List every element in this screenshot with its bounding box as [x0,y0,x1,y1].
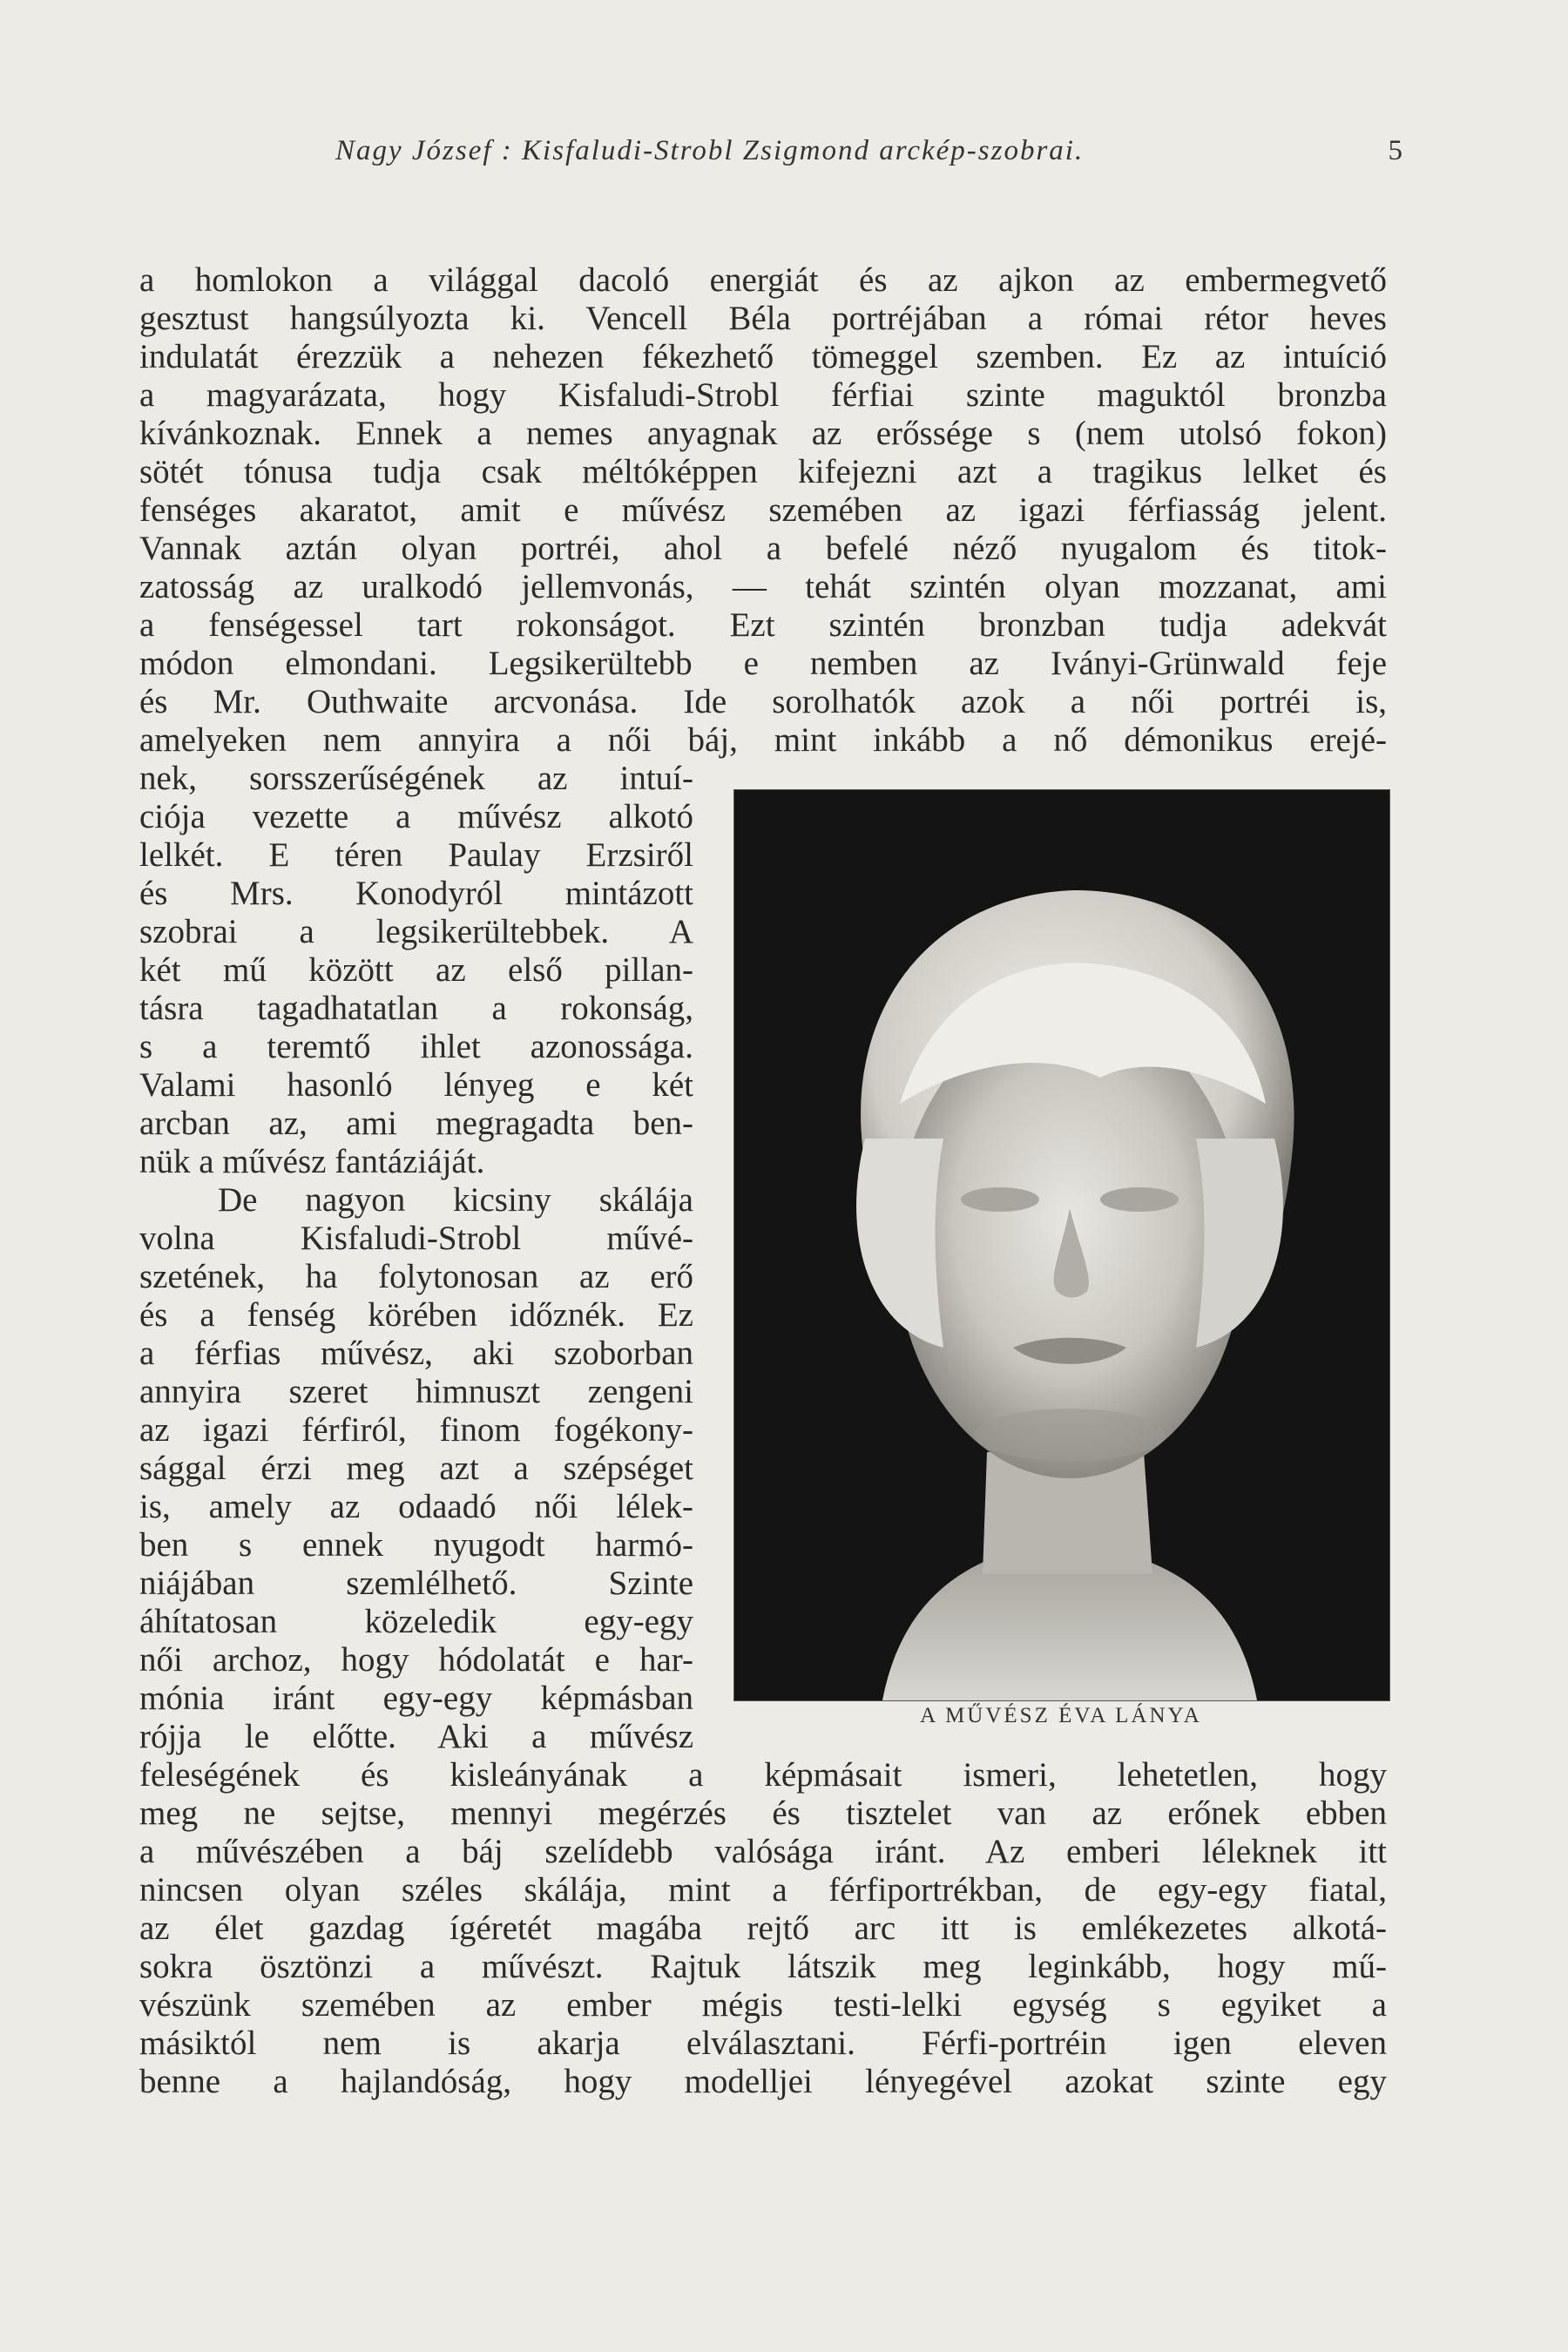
text-line: kívánkoznak. Ennek a nemes anyagnak az erőssége s (nem utolsó fokon) [139,415,1387,452]
text-line: az élet gazdag ígéretét magába rejtő arc itt is emlékezetes alkotá- [139,1909,1387,1947]
text-line: módon elmondani. Legsikerültebb e nemben az Iványi-Grünwald feje [139,645,1387,682]
text-line: és a fenség körében időznék. Ez [139,1296,693,1334]
text-line: arcban az, ami megragadta ben- [139,1105,693,1142]
text-line: benne a hajlandóság, hogy modelljei lényegével azokat szinte egy [139,2063,1387,2100]
text-line: zatosság az uralkodó jellemvonás, — tehát szintén olyan mozzanat, ami [139,568,1387,605]
running-title: Nagy József : Kisfaludi-Strobl Zsigmond arckép-szobrai. [335,135,1085,166]
text-line: meg ne sejtse, mennyi megérzés és tisztelet van az erőnek ebben [139,1794,1387,1832]
page-header [139,135,1402,179]
text-line: gesztust hangsúlyozta ki. Vencell Béla portréjában a római rétor heves [139,300,1387,337]
text-line: rójja le előtte. Aki a művész [139,1718,693,1755]
text-line: is, amely az odaadó női lélek- [139,1488,693,1525]
text-line: feleségének és kisleányának a képmásait ismeri, lehetetlen, hogy [139,1756,1387,1794]
text-line: másiktól nem is akarja elválasztani. Férfi-portréin igen eleven [139,2024,1387,2062]
text-line: nük a művész fantáziáját. [139,1143,485,1180]
sculpture-photo [733,789,1390,1701]
text-line: fenséges akaratot, amit e művész szemében az igazi férfiasság jelent. [139,491,1387,529]
text-line: vészünk szemében az ember mégis testi-lelki egység s egyiket a [139,1986,1387,2024]
text-line: női archoz, hogy hódolatát e har- [139,1641,693,1679]
text-line: ben s ennek nyugodt harmó- [139,1526,693,1564]
text-line: sötét tónusa tudja csak méltóképpen kifejezni azt a tragikus lelket és [139,453,1387,490]
text-line: sággal érzi meg azt a szépséget [139,1450,693,1487]
text-line: a homlokon a világgal dacoló energiát és az ajkon az embermegvető [139,261,1387,299]
text-line: s a teremtő ihlet azonossága. [139,1028,693,1065]
text-line: a férfias művész, aki szoborban [139,1335,693,1372]
page-number: 5 [1388,135,1402,166]
text-line: két mű között az első pillan- [139,951,693,989]
text-line: sokra ösztönzi a művészt. Rajtuk látszik meg leginkább, hogy mű- [139,1948,1387,1985]
text-line: indulatát érezzük a nehezen fékezhető tömeggel szemben. Ez az intuíció [139,338,1387,375]
text-line: a magyarázata, hogy Kisfaludi-Strobl férfiai szinte maguktól bronzba [139,376,1387,414]
child-bust-sculpture-illustration [734,790,1389,1700]
text-line: amelyeken nem annyira a női báj, mint inkább a nő démonikus erejé- [139,721,1387,759]
text-line: De nagyon kicsiny skálája [218,1181,693,1219]
text-line: nincsen olyan széles skálája, mint a férfiportrékban, de egy-egy fiatal, [139,1871,1387,1909]
text-line: niájában szemlélhető. Szinte [139,1565,693,1602]
text-line: a művészében a báj szelídebb valósága iránt. Az emberi léleknek itt [139,1833,1387,1870]
text-line: nek, sorsszerűségének az intuí- [139,760,693,797]
text-line: és Mr. Outhwaite arcvonása. Ide sorolhatók azok a női portréi is, [139,683,1387,720]
text-line: Valami hasonló lényeg e két [139,1066,693,1104]
text-line: volna Kisfaludi-Strobl művé- [139,1220,693,1257]
figure-caption: A MŰVÉSZ ÉVA LÁNYA [920,1704,1202,1727]
text-line: szetének, ha folytonosan az erő [139,1258,693,1295]
text-line: Vannak aztán olyan portréi, ahol a befelé néző nyugalom és titok- [139,530,1387,567]
text-line: annyira szeret himnuszt zengeni [139,1373,693,1410]
text-line: a fenségessel tart rokonságot. Ezt szintén bronzban tudja adekvát [139,606,1387,644]
text-line: szobrai a legsikerültebbek. A [139,913,693,950]
text-line: és Mrs. Konodyról mintázott [139,875,693,912]
text-line: tásra tagadhatatlan a rokonság, [139,990,693,1027]
text-line: áhítatosan közeledik egy-egy [139,1603,693,1640]
text-line: az igazi férfiról, finom fogékony- [139,1411,693,1449]
text-line: mónia iránt egy-egy képmásban [139,1680,693,1717]
text-line: lelkét. E téren Paulay Erzsiről [139,836,693,874]
text-line: ciója vezette a művész alkotó [139,798,693,835]
